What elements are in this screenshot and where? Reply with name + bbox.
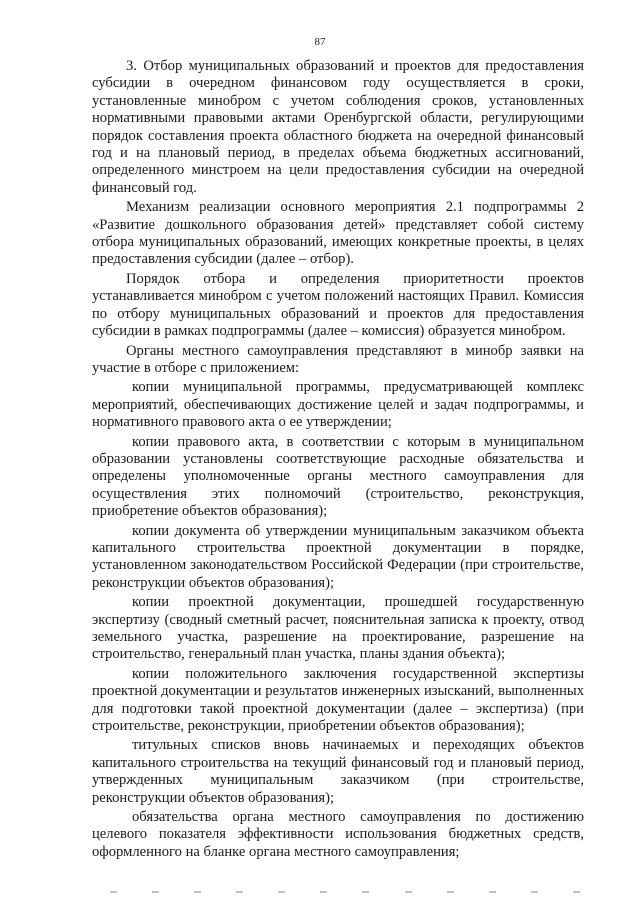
paragraph-applications: Органы местного самоуправления представляют в минобр заявки на участие в отборе с приложением: [92, 342, 584, 376]
list-item-legal-act: копии правового акта, в соответствии с которым в муниципальном образовании установлены соответствующие расходные обязательства и определены уполномоченные органы местного самоуправления для осуществления этих полномочий (строительство, реконструкция, приобретение объектов образования); [92, 433, 584, 520]
paragraph-mechanism: Механизм реализации основного мероприятия 2.1 подпрограммы 2 «Развитие дошкольного образования детей» представляет собой систему отбора муниципальных образований, имеющих конкретные проекты, в целях предоставления субсидии (далее – отбор). [92, 199, 584, 268]
paragraph-selection-timing: 3. Отбор муниципальных образований и проектов для предоставления субсидии в очередном финансовом году осуществляется в сроки, установленные минобром с учетом соблюдения сроков, установленных нормативными правовыми актами Оренбургской области, регулирующими порядок составления проекта областного бюджета на очередной финансовый год и на плановый период, в пределах объема бюджетных ассигнований, определенного минстроем на цели предоставления субсидии на очередной финансовый год. [92, 58, 584, 196]
list-item-approval-document: копии документа об утверждении муниципальным заказчиком объекта капитального строительства проектной документации в порядке, установленном законодательством Российской Федерации (при строительстве, реконструкции объектов образования); [92, 522, 584, 591]
document-body [92, 58, 584, 863]
page-number: 87 [314, 36, 326, 48]
list-item-title-lists: титульных списков вновь начинаемых и переходящих объектов капитального строительства на текущий финансовый год и плановый период, утвержденных муниципальным заказчиком (при строительстве, реконструкции объектов образования); [92, 737, 584, 806]
list-item-municipal-program: копии муниципальной программы, предусматривающей комплекс мероприятий, обеспечивающих достижение целей и задач подпрограммы, и нормативного правового акта о ее утверждении; [92, 379, 584, 431]
list-item-obligation: обязательства органа местного самоуправления по достижению целевого показателя эффективности использования бюджетных средств, оформленного на бланке органа местного самоуправления; [92, 809, 584, 860]
bleed-through-marks [110, 889, 580, 895]
paragraph-selection-procedure: Порядок отбора и определения приоритетности проектов устанавливается минобром с учетом положений настоящих Правил. Комиссия по отбору муниципальных образований и проектов для предоставления субсидии в рамках подпрограммы (далее – комиссия) образуется минобром. [92, 270, 584, 340]
list-item-project-documentation: копии проектной документации, прошедшей государственную экспертизу (сводный сметный расчет, пояснительная записка к проекту, отвод земельного участка, разрешение на проектирование, разрешение на строительство, генеральный план участка, планы здания объекта); [92, 594, 584, 663]
list-item-expertise-conclusion: копии положительного заключения государственной экспертизы проектной документации и результатов инженерных изысканий, выполненных для подготовки такой проектной документации (далее – экспертиза) (при строительстве, реконструкции, приобретении объектов образования); [92, 665, 584, 735]
